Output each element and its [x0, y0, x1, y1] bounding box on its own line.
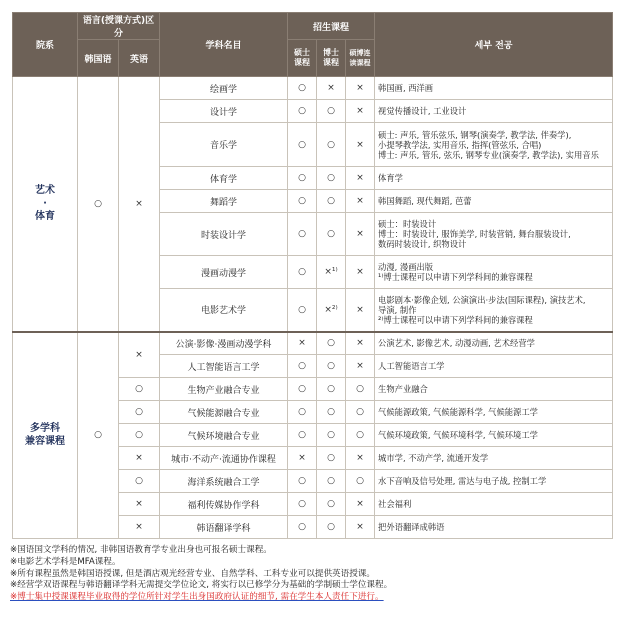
- programs-table: [12, 12, 613, 539]
- integrated-mark: ×: [346, 332, 375, 355]
- major-name: 气候环境融合专业: [160, 424, 288, 447]
- english-mark: ×: [119, 447, 160, 470]
- integrated-mark: ×: [346, 355, 375, 378]
- master-mark: ○: [288, 77, 317, 100]
- master-mark: ○: [288, 493, 317, 516]
- detail-text: 城市学, 不动产学, 流通开发学: [375, 447, 613, 470]
- header-english: 英语: [119, 40, 160, 77]
- detail-text: 水下音响及信号处理, 雷达与电子战, 控制工学: [375, 470, 613, 493]
- phd-mark: ○: [317, 355, 346, 378]
- detail-text: 视觉传播设计, 工业设计: [375, 100, 613, 123]
- integrated-mark: ×: [346, 289, 375, 332]
- detail-text: 公演艺术, 影像艺术, 动漫动画, 艺术经营学: [375, 332, 613, 355]
- master-mark: ○: [288, 190, 317, 213]
- major-name: 舞蹈学: [160, 190, 288, 213]
- english-mark: ○: [119, 378, 160, 401]
- english-mark: ×: [119, 77, 160, 332]
- integrated-mark: ×: [346, 516, 375, 539]
- department-cell: 艺术 · 体育: [13, 77, 78, 332]
- phd-mark: ○: [317, 123, 346, 167]
- detail-text: 生物产业融合: [375, 378, 613, 401]
- major-name: 体育学: [160, 167, 288, 190]
- english-mark: ○: [119, 470, 160, 493]
- master-mark: ○: [288, 213, 317, 256]
- phd-mark: ○: [317, 332, 346, 355]
- phd-mark: ○: [317, 470, 346, 493]
- detail-text: 韩国画, 西洋画: [375, 77, 613, 100]
- header-master: 硕士 课程: [288, 40, 317, 77]
- footnote: ※电影艺术学科是MFA课程。: [10, 556, 121, 567]
- detail-text: 韩国舞蹈, 现代舞蹈, 芭蕾: [375, 190, 613, 213]
- footnote: ※经营学双语课程与韩语翻译学科无需提交学位论文, 将实行以已修学分为基础的学制硕士学位课程。: [10, 580, 393, 591]
- major-name: 绘画学: [160, 77, 288, 100]
- integrated-mark: ×: [346, 123, 375, 167]
- phd-mark: ×²⁾: [317, 289, 346, 332]
- phd-mark: ○: [317, 378, 346, 401]
- detail-text: 把外语翻译成韩语: [375, 516, 613, 539]
- integrated-mark: ○: [346, 470, 375, 493]
- footnote: ※国语国文学科的情况, 非韩国语教育学专业出身也可报名硕士课程。: [10, 545, 272, 555]
- integrated-mark: ×: [346, 100, 375, 123]
- master-mark: ○: [288, 289, 317, 332]
- header-major-name: 学科名目: [160, 13, 288, 77]
- major-name: 电影艺术学: [160, 289, 288, 332]
- major-name: 公演·影像·漫画动漫学科: [160, 332, 288, 355]
- korean-mark: ○: [78, 332, 119, 539]
- english-mark: ○: [119, 401, 160, 424]
- integrated-mark: ○: [346, 401, 375, 424]
- header-integrated: 硕博连 读课程: [346, 40, 375, 77]
- master-mark: ○: [288, 424, 317, 447]
- integrated-mark: ×: [346, 77, 375, 100]
- english-mark: ×: [119, 493, 160, 516]
- detail-text: 体育学: [375, 167, 613, 190]
- integrated-mark: ×: [346, 256, 375, 289]
- detail-text: 气候环境政策, 气候环境科学, 气候环境工学: [375, 424, 613, 447]
- table-row: [13, 332, 613, 355]
- major-name: 海洋系统融合工学: [160, 470, 288, 493]
- header-programs: 招生课程: [288, 13, 375, 40]
- detail-text: 社会福利: [375, 493, 613, 516]
- master-mark: ○: [288, 516, 317, 539]
- major-name: 人工智能语言工学: [160, 355, 288, 378]
- master-mark: ×: [288, 447, 317, 470]
- footnote: ※所有课程虽然是韩国语授课, 但是酒店观光经营专业、自然学科、工科专业可以提供英语授课。: [10, 568, 376, 579]
- header-department: 院系: [13, 13, 78, 77]
- major-name: 设计学: [160, 100, 288, 123]
- integrated-mark: ×: [346, 493, 375, 516]
- master-mark: ○: [288, 378, 317, 401]
- korean-mark: ○: [78, 77, 119, 332]
- integrated-mark: ×: [346, 190, 375, 213]
- integrated-mark: ○: [346, 378, 375, 401]
- header-language-group: 语言(授课方式)区分: [78, 13, 160, 40]
- major-name: 时装设计学: [160, 213, 288, 256]
- master-mark: ○: [288, 100, 317, 123]
- major-name: 气候能源融合专业: [160, 401, 288, 424]
- english-mark: ×: [119, 332, 160, 378]
- detail-text: 动漫, 漫画出版 ¹⁾博士课程可以申请下列学科间的兼容课程: [375, 256, 613, 289]
- master-mark: ○: [288, 401, 317, 424]
- phd-mark: ○: [317, 190, 346, 213]
- footnote-highlighted: ※博士集中授课课程毕业取得的学位所针对学生出身国政府认证的细节, 需在学生本人责任下进行。: [10, 592, 384, 603]
- integrated-mark: ×: [346, 167, 375, 190]
- phd-mark: ×: [317, 77, 346, 100]
- footnotes: [10, 545, 615, 604]
- detail-text: 电影剧本·影像企划, 公演演出·步法(国际课程), 演技艺术, 导演, 制作 ²⁾博士课程可以申请下列学科间的兼容课程: [375, 289, 613, 332]
- phd-mark: ○: [317, 100, 346, 123]
- detail-text: 硕士: 声乐, 管乐弦乐, 钢琴(演奏学, 教学法, 伴奏学), 小提琴教学法, 实用音乐, 指挥(管弦乐, 合唱) 博士: 声乐, 管乐, 弦乐, 钢琴专业(演奏学, 教学法), 实用音乐: [375, 123, 613, 167]
- major-name: 城市·不动产·流通协作课程: [160, 447, 288, 470]
- phd-mark: ○: [317, 447, 346, 470]
- phd-mark: ○: [317, 213, 346, 256]
- table-row: [13, 77, 613, 100]
- master-mark: ○: [288, 355, 317, 378]
- master-mark: ×: [288, 332, 317, 355]
- phd-mark: ○: [317, 516, 346, 539]
- english-mark: ○: [119, 424, 160, 447]
- major-name: 生物产业融合专业: [160, 378, 288, 401]
- major-name: 漫画动漫学: [160, 256, 288, 289]
- department-cell: 多学科 兼容课程: [13, 332, 78, 539]
- phd-mark: ○: [317, 167, 346, 190]
- phd-mark: ○: [317, 401, 346, 424]
- major-name: 福利传媒协作学科: [160, 493, 288, 516]
- header-detail: 세부 전공: [375, 13, 613, 77]
- master-mark: ○: [288, 123, 317, 167]
- major-name: 韩语翻译学科: [160, 516, 288, 539]
- phd-mark: ○: [317, 493, 346, 516]
- major-name: 音乐学: [160, 123, 288, 167]
- english-mark: ×: [119, 516, 160, 539]
- header-phd: 博士 课程: [317, 40, 346, 77]
- detail-text: 硕士：时装设计 博士：时装设计, 服饰美学, 时装营销, 舞台服装设计, 数码时装设计, 织物设计: [375, 213, 613, 256]
- master-mark: ○: [288, 256, 317, 289]
- integrated-mark: ○: [346, 424, 375, 447]
- phd-mark: ×¹⁾: [317, 256, 346, 289]
- detail-text: 气候能源政策, 气候能源科学, 气候能源工学: [375, 401, 613, 424]
- integrated-mark: ×: [346, 213, 375, 256]
- master-mark: ○: [288, 167, 317, 190]
- master-mark: ○: [288, 470, 317, 493]
- integrated-mark: ×: [346, 447, 375, 470]
- detail-text: 人工智能语言工学: [375, 355, 613, 378]
- phd-mark: ○: [317, 424, 346, 447]
- header-korean: 韩国语: [78, 40, 119, 77]
